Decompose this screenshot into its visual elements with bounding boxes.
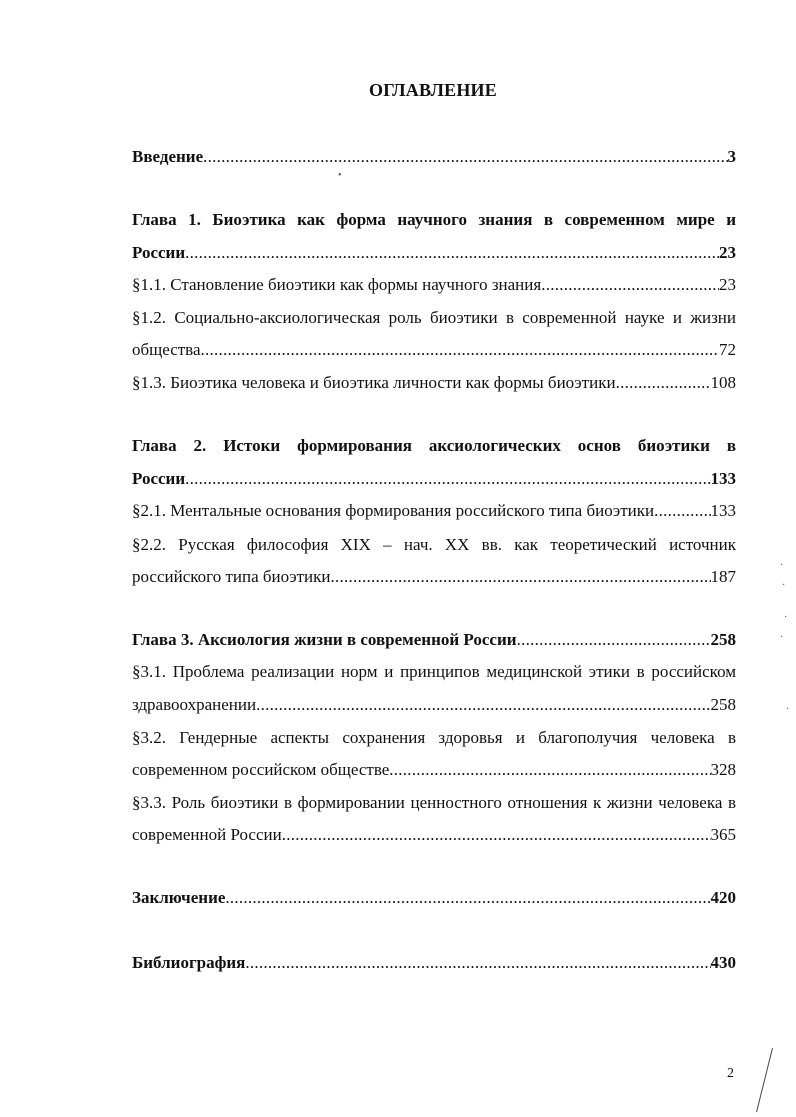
toc-section-3-1: §3.1. Проблема реализации норм и принципов медицинской этики в российском xyxy=(132,662,736,681)
toc-chapter-1-heading: Глава 1. Биоэтика как форма научного знания в современном мире и xyxy=(132,210,736,229)
toc-entry-page: 365 xyxy=(710,825,736,844)
toc-entry-label: России xyxy=(132,243,186,262)
dot-leader xyxy=(203,144,727,170)
toc-entry-page: 420 xyxy=(710,888,736,907)
toc-entry-label: современной России xyxy=(132,825,282,844)
scan-speck: · xyxy=(786,704,790,715)
scan-speck: · xyxy=(784,612,788,623)
toc-section-2-1 xyxy=(132,498,736,524)
dot-leader xyxy=(389,757,710,783)
toc-chapter-3-heading xyxy=(132,627,736,653)
toc-section-2-2-end xyxy=(132,564,736,590)
toc-entry-page: 258 xyxy=(710,695,736,714)
toc-section-1-2-end xyxy=(132,337,736,363)
toc-entry-page: 430 xyxy=(710,953,736,972)
dot-leader xyxy=(185,240,719,266)
toc-title: ОГЛАВЛЕНИЕ xyxy=(369,80,497,100)
toc-entry-intro xyxy=(132,144,736,170)
toc-section-2-2: §2.2. Русская философия XIX – нач. XX вв. как теоретический источник xyxy=(132,535,736,554)
toc-section-3-1-end xyxy=(132,692,736,718)
dot-leader xyxy=(616,370,711,396)
toc-entry-page: 133 xyxy=(710,501,736,520)
toc-section-3-2: §3.2. Гендерные аспекты сохранения здоровья и благополучия человека в xyxy=(132,728,736,747)
dot-leader xyxy=(517,627,711,653)
dot-leader xyxy=(654,498,710,524)
toc-entry-label: Заключение xyxy=(132,888,226,907)
toc-section-3-3-end xyxy=(132,822,736,848)
toc-entry-label: здравоохранении xyxy=(132,695,257,714)
toc-entry-label: современном российском обществе xyxy=(132,760,390,779)
dot-leader xyxy=(331,564,711,590)
dot-leader xyxy=(201,337,719,363)
toc-section-3-2-end xyxy=(132,757,736,783)
toc-section-1-2: §1.2. Социально-аксиологическая роль биоэтики в современной науке и жизни xyxy=(132,308,736,327)
toc-entry-label: российского типа биоэтики xyxy=(132,567,331,586)
toc-entry-page: 187 xyxy=(710,567,736,586)
scan-margin-stroke xyxy=(756,1048,773,1112)
toc-entry-conclusion xyxy=(132,885,736,911)
scan-speck: · xyxy=(780,632,784,643)
toc-section-1-1 xyxy=(132,272,736,298)
dot-leader xyxy=(225,885,710,911)
toc-entry-label: России xyxy=(132,469,186,488)
toc-entry-page: 328 xyxy=(710,760,736,779)
dot-leader xyxy=(282,822,711,848)
toc-entry-label: §2.1. Ментальные основания формирования российского типа биоэтики xyxy=(132,501,655,520)
toc-entry-page: 23 xyxy=(719,243,736,262)
toc-entry-label: Глава 3. Аксиология жизни в современной России xyxy=(132,630,517,649)
toc-chapter-2-heading-end xyxy=(132,466,736,492)
toc-entry-bibliography xyxy=(132,950,736,976)
toc-chapter-1-heading-end xyxy=(132,240,736,266)
toc-entry-page: 133 xyxy=(710,469,736,488)
toc-section-1-3 xyxy=(132,370,736,396)
toc-entry-page: 258 xyxy=(710,630,736,649)
dot-leader xyxy=(245,950,710,976)
scan-speck: • xyxy=(338,170,342,181)
toc-entry-label: Введение xyxy=(132,147,204,166)
toc-entry-page: 108 xyxy=(710,373,736,392)
page-number: 2 xyxy=(727,1066,734,1081)
toc-entry-label: Библиография xyxy=(132,953,246,972)
scan-speck: · xyxy=(780,560,784,571)
dot-leader xyxy=(256,692,710,718)
toc-entry-label: §1.3. Биоэтика человека и биоэтика личности как формы биоэтики xyxy=(132,373,616,392)
toc-section-3-3: §3.3. Роль биоэтики в формировании ценностного отношения к жизни человека в xyxy=(132,793,736,812)
toc-entry-page: 23 xyxy=(719,275,736,294)
dot-leader xyxy=(185,466,710,492)
toc-entry-page: 3 xyxy=(727,147,736,166)
dot-leader xyxy=(541,272,719,298)
toc-entry-label: §1.1. Становление биоэтики как формы научного знания xyxy=(132,275,542,294)
scan-speck: · xyxy=(782,580,786,591)
toc-entry-page: 72 xyxy=(719,340,736,359)
toc-chapter-2-heading: Глава 2. Истоки формирования аксиологических основ биоэтики в xyxy=(132,436,736,455)
toc-entry-label: общества xyxy=(132,340,201,359)
